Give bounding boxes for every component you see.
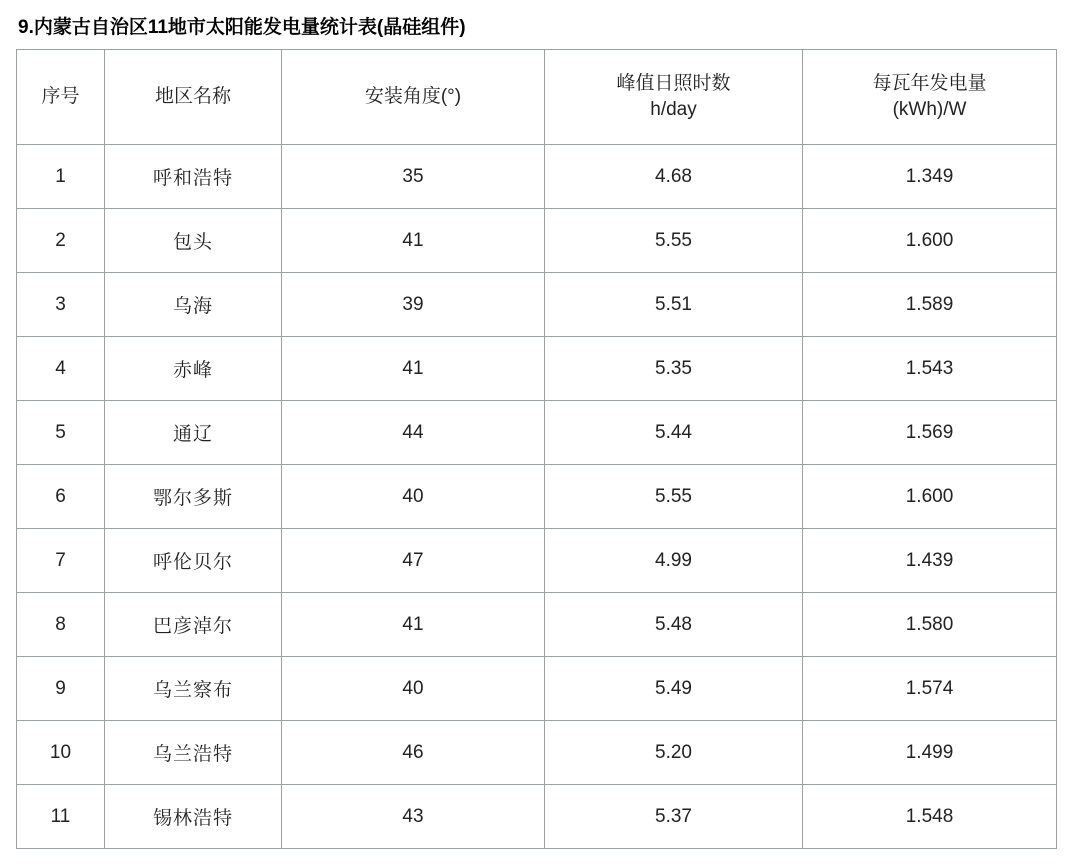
cell-region: 呼和浩特 xyxy=(105,145,282,209)
cell-annual-output: 1.543 xyxy=(803,337,1057,401)
column-header-annual-output-line1: 每瓦年发电量 xyxy=(872,73,987,94)
table-row xyxy=(17,721,1057,785)
cell-region: 赤峰 xyxy=(105,337,282,401)
table-row xyxy=(17,785,1057,849)
cell-index: 9 xyxy=(17,657,105,721)
cell-annual-output: 1.439 xyxy=(803,529,1057,593)
cell-angle: 44 xyxy=(282,401,545,465)
cell-index: 8 xyxy=(17,593,105,657)
cell-index: 2 xyxy=(17,209,105,273)
cell-region: 乌兰浩特 xyxy=(105,721,282,785)
cell-region: 包头 xyxy=(105,209,282,273)
cell-angle: 40 xyxy=(282,657,545,721)
cell-annual-output: 1.548 xyxy=(803,785,1057,849)
cell-region: 锡林浩特 xyxy=(105,785,282,849)
cell-angle: 41 xyxy=(282,593,545,657)
cell-peak-hours: 4.68 xyxy=(545,145,803,209)
cell-peak-hours: 5.49 xyxy=(545,657,803,721)
cell-annual-output: 1.569 xyxy=(803,401,1057,465)
solar-statistics-table xyxy=(16,49,1057,849)
table-row xyxy=(17,529,1057,593)
cell-region: 鄂尔多斯 xyxy=(105,465,282,529)
cell-annual-output: 1.349 xyxy=(803,145,1057,209)
column-header-peak-hours xyxy=(545,50,803,145)
cell-region: 通辽 xyxy=(105,401,282,465)
table-row xyxy=(17,657,1057,721)
cell-index: 4 xyxy=(17,337,105,401)
cell-index: 10 xyxy=(17,721,105,785)
cell-angle: 41 xyxy=(282,337,545,401)
cell-index: 11 xyxy=(17,785,105,849)
table-body xyxy=(17,145,1057,849)
cell-peak-hours: 5.55 xyxy=(545,209,803,273)
cell-annual-output: 1.589 xyxy=(803,273,1057,337)
table-row xyxy=(17,337,1057,401)
cell-peak-hours: 5.37 xyxy=(545,785,803,849)
column-header-annual-output-line2: (kWh)/W xyxy=(892,99,967,120)
table-row xyxy=(17,401,1057,465)
cell-annual-output: 1.580 xyxy=(803,593,1057,657)
cell-annual-output: 1.499 xyxy=(803,721,1057,785)
cell-angle: 41 xyxy=(282,209,545,273)
cell-region: 乌海 xyxy=(105,273,282,337)
table-row xyxy=(17,145,1057,209)
column-header-angle: 安装角度(°) xyxy=(282,50,545,145)
cell-index: 7 xyxy=(17,529,105,593)
cell-angle: 40 xyxy=(282,465,545,529)
cell-peak-hours: 5.48 xyxy=(545,593,803,657)
column-header-annual-output xyxy=(803,50,1057,145)
cell-angle: 35 xyxy=(282,145,545,209)
cell-region: 乌兰察布 xyxy=(105,657,282,721)
cell-region: 巴彦淖尔 xyxy=(105,593,282,657)
cell-index: 3 xyxy=(17,273,105,337)
table-row xyxy=(17,209,1057,273)
cell-annual-output: 1.574 xyxy=(803,657,1057,721)
cell-annual-output: 1.600 xyxy=(803,465,1057,529)
cell-peak-hours: 4.99 xyxy=(545,529,803,593)
table-row xyxy=(17,465,1057,529)
cell-index: 5 xyxy=(17,401,105,465)
cell-annual-output: 1.600 xyxy=(803,209,1057,273)
cell-index: 6 xyxy=(17,465,105,529)
cell-angle: 39 xyxy=(282,273,545,337)
cell-angle: 47 xyxy=(282,529,545,593)
cell-angle: 46 xyxy=(282,721,545,785)
cell-peak-hours: 5.20 xyxy=(545,721,803,785)
table-header xyxy=(17,50,1057,145)
table-row xyxy=(17,593,1057,657)
page-title: 9.内蒙古自治区11地市太阳能发电量统计表(晶硅组件) xyxy=(18,17,466,38)
cell-region: 呼伦贝尔 xyxy=(105,529,282,593)
cell-angle: 43 xyxy=(282,785,545,849)
column-header-peak-hours-line2: h/day xyxy=(650,99,697,120)
column-header-index: 序号 xyxy=(17,50,105,145)
cell-index: 1 xyxy=(17,145,105,209)
column-header-region: 地区名称 xyxy=(105,50,282,145)
cell-peak-hours: 5.51 xyxy=(545,273,803,337)
cell-peak-hours: 5.55 xyxy=(545,465,803,529)
table-row xyxy=(17,273,1057,337)
column-header-peak-hours-line1: 峰值日照时数 xyxy=(616,73,731,94)
cell-peak-hours: 5.44 xyxy=(545,401,803,465)
cell-peak-hours: 5.35 xyxy=(545,337,803,401)
table-header-row xyxy=(17,50,1057,145)
